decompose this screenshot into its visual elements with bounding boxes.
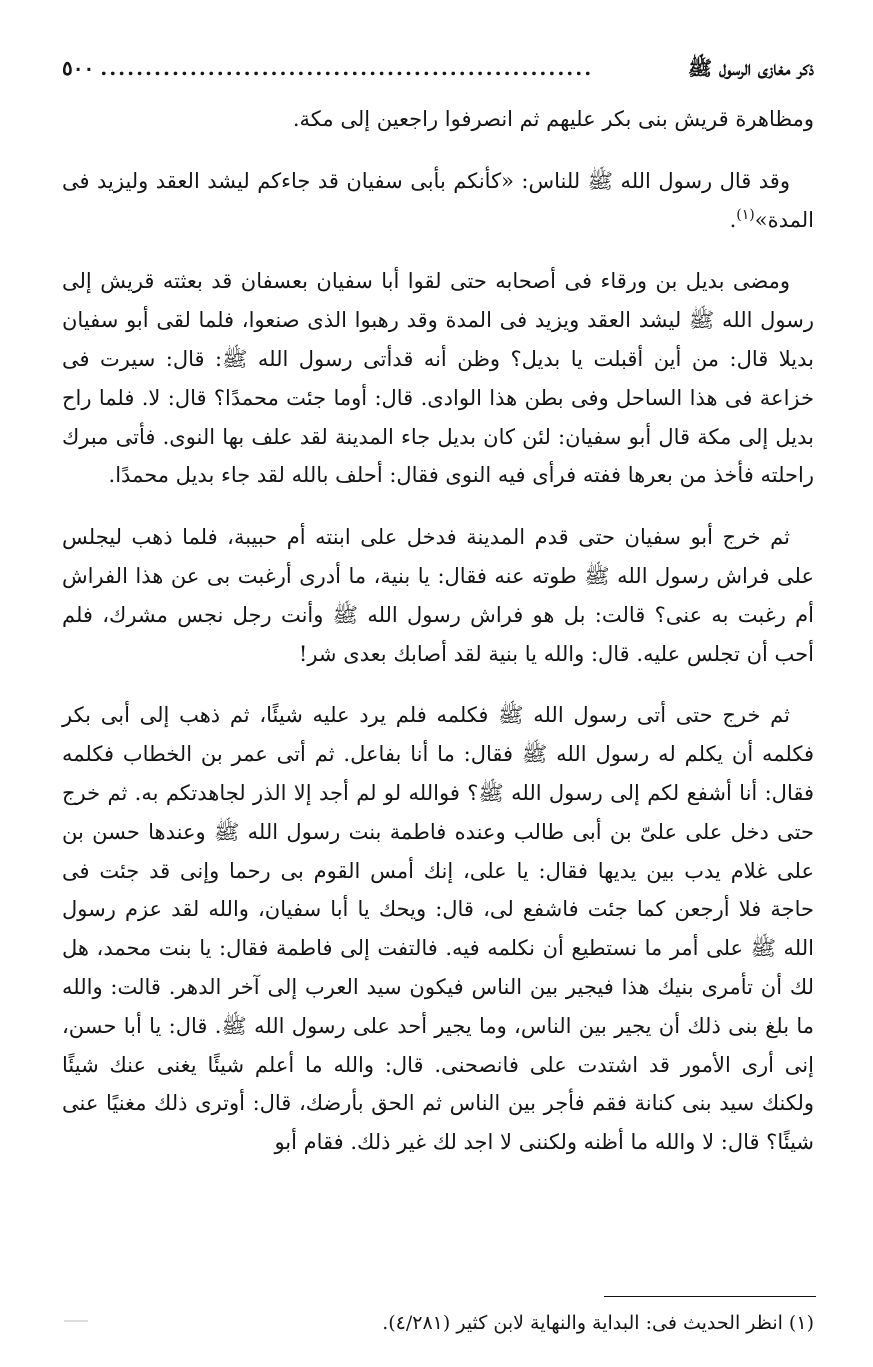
running-title: ذكر مغازى الرسول ﷺ bbox=[687, 56, 814, 80]
scan-mark bbox=[64, 1320, 88, 1322]
paragraph-3: ومضى بديل بن ورقاء فى أصحابه حتى لقوا أبا سفيان بعسفان قد بعثته قريش إلى رسول الله ﷺ ليشد العقد ويزيد فى المدة وقد رهبوا الذى صنعوا، فلما لقى أبو سفيان بديلا قال: من أين أقبلت يا بديل؟ وظن أنه قدأتى رسول الله ﷺ: قال: سيرت فى خزاعة فى هذا الساحل وفى بطن هذا الوادى. قال: أوما جئت محمدًا؟ قال: لا. فلما راح بديل إلى مكة قال أبو سفيان: لئن كان بديل جاء المدينة لقد علف بها النوى. فأتى مبرك راحلته فأخذ من بعرها ففته فرأى فيه النوى فقال: أحلف بالله لقد جاء بديل محمدًا. bbox=[62, 269, 814, 488]
page-number: ٥٠٠ bbox=[62, 56, 95, 80]
page-header bbox=[62, 56, 814, 92]
dot-leader: ....................................................... bbox=[100, 56, 594, 80]
main-text bbox=[62, 100, 814, 1185]
paragraph-2-text: وقد قال رسول الله ﷺ للناس: «كأنكم بأبى سفيان قد جاءكم ليشد العقد وليزيد فى المدة» bbox=[62, 168, 814, 232]
paragraph-5: ثم خرج حتى أتى رسول الله ﷺ فكلمه فلم يرد عليه شيئًا، ثم ذهب إلى أبى بكر فكلمه أن يكلم له رسول الله ﷺ فقال: ما أنا بفاعل. ثم أتى عمر بن الخطاب فكلمه فقال: أنا أشفع لكم إلى رسول الله ﷺ؟ فوالله لو لم أجد إلا الذر لجاهدتكم به. ثم خرج حتى دخل على علىّ بن أبى طالب وعنده فاطمة بنت رسول الله ﷺ وعندها حسن بن على غلام يدب بين يديها فقال: يا على، إنك أمس القوم بى رحما وإنى قد جئت فى حاجة فلا أرجعن كما جئت فاشفع لى، قال: ويحك يا أبا سفيان، والله لقد عزم رسول الله ﷺ على أمر ما نستطيع أن نكلمه فيه. فالتفت إلى فاطمة فقال: يا بنت محمد، هل لك أن تأمرى بنيك هذا فيجير بين الناس فيكون سيد العرب إلى آخر الدهر. قالت: والله ما بلغ بنى ذلك أن يجير بين الناس، وما يجير أحد على رسول الله ﷺ. قال: يا أبا حسن، إنى أرى الأمور قد اشتدت على فانصحنى. قال: والله ما أعلم شيئًا يغنى عنك شيئًا ولكنك سيد بنى كنانة فقم فأجر بين الناس ثم الحق بأرضك، قال: أوترى ذلك مغنيًا عنى شيئًا؟ قال: لا والله ما أظنه ولكننى لا اجد لك غير ذلك. فقام أبو bbox=[62, 703, 814, 1155]
footnote-divider bbox=[604, 1296, 816, 1297]
paragraph-2: وقد قال رسول الله ﷺ للناس: «كأنكم بأبى سفيان قد جاءكم ليشد العقد وليزيد فى المدة»$^{(١)}$. bbox=[62, 168, 814, 232]
footnote: (١) انظر الحديث فى: البداية والنهاية لابن كثير (٤/٢٨١). bbox=[382, 1312, 814, 1334]
paragraph-1: ومظاهرة قريش بنى بكر عليهم ثم انصرفوا راجعين إلى مكة. bbox=[292, 107, 814, 131]
paragraph-4: ثم خرج أبو سفيان حتى قدم المدينة فدخل على ابنته أم حبيبة، فلما ذهب ليجلس على فراش رسول الله ﷺ طوته عنه فقال: يا بنية، ما أدرى أرغبت بى عن هذا الفراش أم رغبت به عنى؟ قالت: بل هو فراش رسول الله ﷺ وأنت رجل نجس مشرك، فلم أحب أن تجلس عليه. قال: والله يا بنية لقد أصابك بعدى شر! bbox=[62, 525, 814, 666]
footnote-reference: (١) bbox=[736, 206, 755, 223]
